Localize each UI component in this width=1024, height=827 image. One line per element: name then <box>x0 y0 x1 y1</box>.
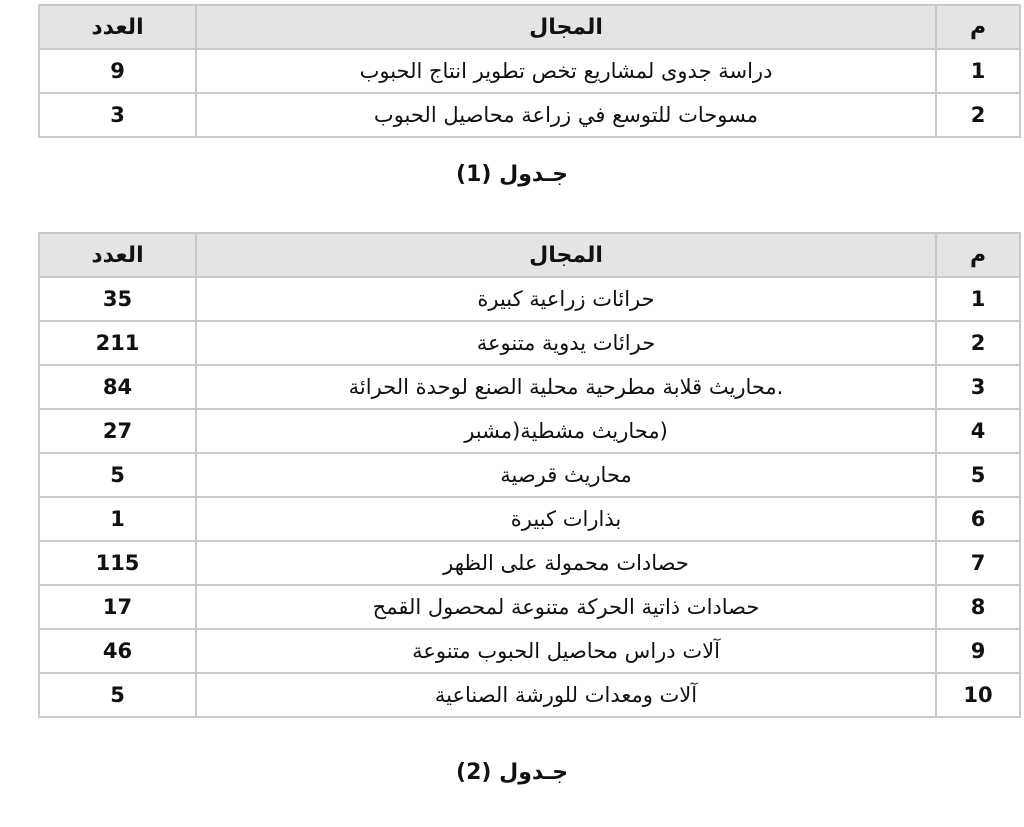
header-count: العدد <box>39 233 196 277</box>
row-field: آلات دراس محاصيل الحبوب متنوعة <box>196 629 936 673</box>
row-num: 6 <box>936 497 1020 541</box>
row-num: 5 <box>936 453 1020 497</box>
row-num: 9 <box>936 629 1020 673</box>
table-row <box>39 365 1020 409</box>
row-field: محاريث قرصية <box>196 453 936 497</box>
row-num: 7 <box>936 541 1020 585</box>
row-count: 3 <box>39 93 196 137</box>
table-row <box>39 497 1020 541</box>
header-num: م <box>936 5 1020 49</box>
row-count: 27 <box>39 409 196 453</box>
row-count: 1 <box>39 497 196 541</box>
row-num: 8 <box>936 585 1020 629</box>
row-num: 1 <box>936 277 1020 321</box>
header-count: العدد <box>39 5 196 49</box>
row-num: 4 <box>936 409 1020 453</box>
table-row <box>39 93 1020 137</box>
row-field: (محاريث مشطية(مشبر <box>196 409 936 453</box>
table-row <box>39 277 1020 321</box>
table-row <box>39 321 1020 365</box>
table-row <box>39 541 1020 585</box>
table-row <box>39 453 1020 497</box>
row-num: 10 <box>936 673 1020 717</box>
row-count: 9 <box>39 49 196 93</box>
table-row <box>39 49 1020 93</box>
row-field: حرائات زراعية كبيرة <box>196 277 936 321</box>
row-count: 115 <box>39 541 196 585</box>
row-num: 2 <box>936 93 1020 137</box>
table-1-caption: جـدول (1) <box>456 162 568 187</box>
row-count: 5 <box>39 673 196 717</box>
row-field: بذارات كبيرة <box>196 497 936 541</box>
row-count: 211 <box>39 321 196 365</box>
table-2-caption: جـدول (2) <box>456 760 568 785</box>
row-field: دراسة جدوى لمشاريع تخص تطوير انتاج الحبوب <box>196 49 936 93</box>
table-2 <box>38 232 1021 718</box>
header-field: المجال <box>196 5 936 49</box>
header-num: م <box>936 233 1020 277</box>
row-count: 5 <box>39 453 196 497</box>
row-field: حصادات محمولة على الظهر <box>196 541 936 585</box>
table-row <box>39 585 1020 629</box>
row-field: حصادات ذاتية الحركة متنوعة لمحصول القمح <box>196 585 936 629</box>
header-field: المجال <box>196 233 936 277</box>
table-row <box>39 673 1020 717</box>
row-num: 1 <box>936 49 1020 93</box>
row-field: مسوحات للتوسع في زراعة محاصيل الحبوب <box>196 93 936 137</box>
row-num: 2 <box>936 321 1020 365</box>
table-1 <box>38 4 1021 138</box>
row-field: آلات ومعدات للورشة الصناعية <box>196 673 936 717</box>
row-field: حرائات يدوية متنوعة <box>196 321 936 365</box>
row-count: 17 <box>39 585 196 629</box>
row-field: .محاريث قلابة مطرحية محلية الصنع لوحدة الحرائة <box>196 365 936 409</box>
table-row <box>39 629 1020 673</box>
table-header-row <box>39 233 1020 277</box>
row-count: 35 <box>39 277 196 321</box>
table-row <box>39 409 1020 453</box>
row-num: 3 <box>936 365 1020 409</box>
row-count: 84 <box>39 365 196 409</box>
table-header-row <box>39 5 1020 49</box>
row-count: 46 <box>39 629 196 673</box>
